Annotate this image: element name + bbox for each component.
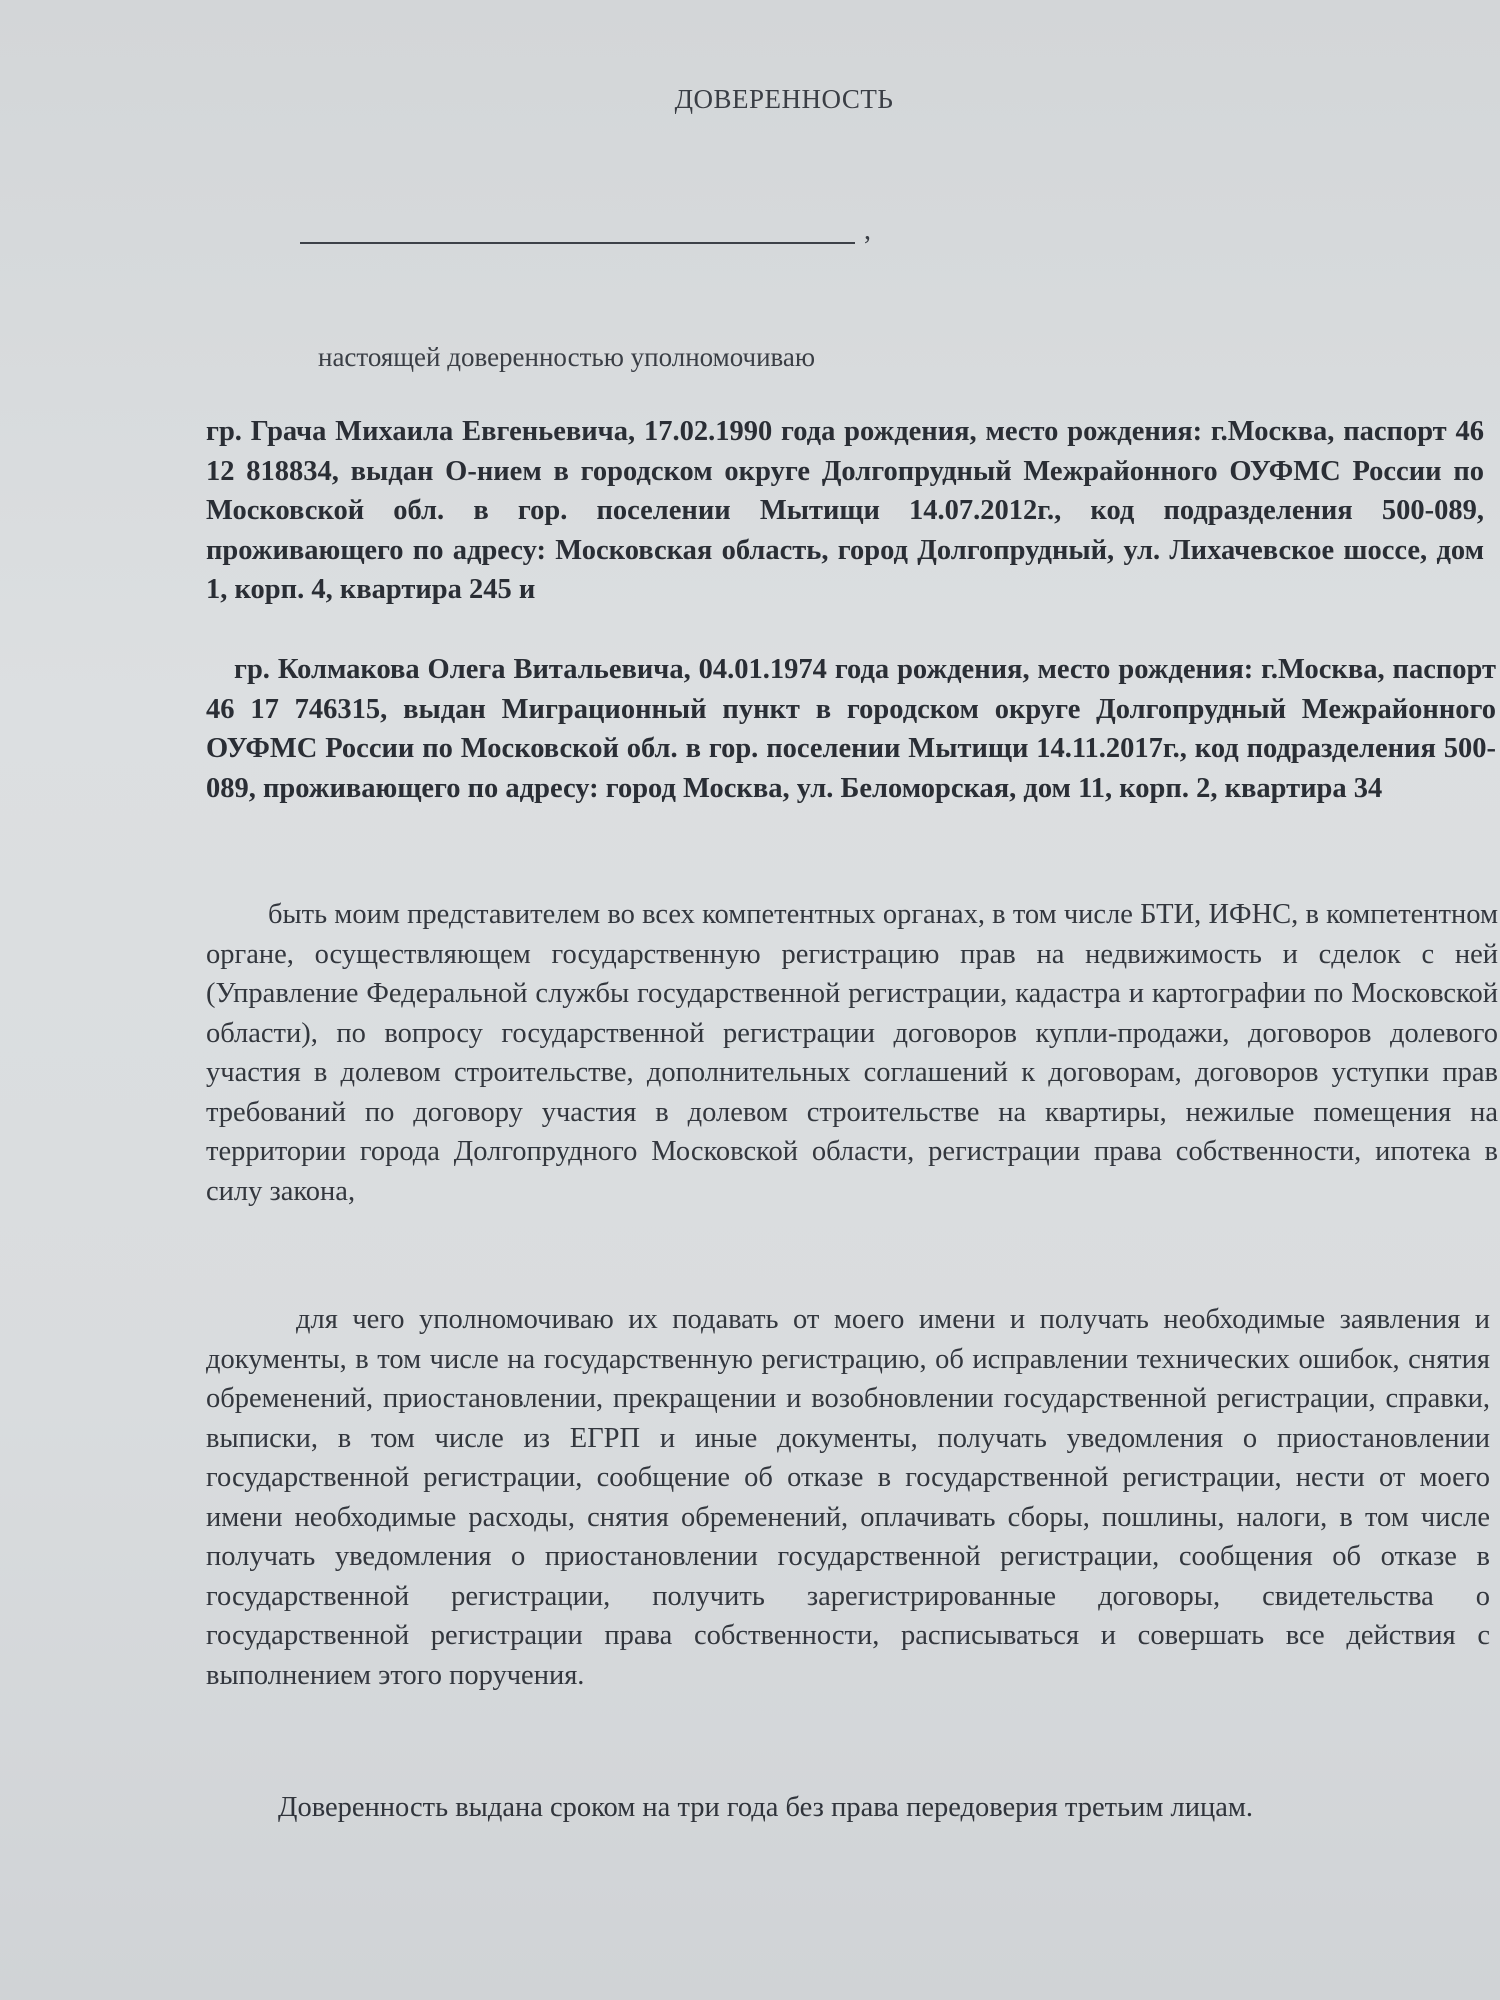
representative-paragraph-1: гр. Грача Михаила Евгеньевича, 17.02.1990 года рождения, место рождения: г.Москва, паспорт 46 12 818834, выдан О-нием в городском округе Долгопрудный Межрайонного ОУФМС России по Московской обл. в гор. поселении Мытищи 14.07.2012г., код подразделения 500-089, проживающего по адресу: Московская область, город Долгопрудный, ул. Лихачевское шоссе, дом 1, корп. 4, квартира 245 и [206,416,1484,605]
intro-text: настоящей доверенностью уполномочиваю [318,342,816,372]
authority-paragraph: быть моим представителем во всех компетентных органах, в том числе БТИ, ИФНС, в компетентном органе, осуществляющем государственную регистрацию прав на недвижимость и сделок с ней (Управление Федеральной службы государственной регистрации, кадастра и картографии по Московской области), по вопросу государственной регистрации договоров купли-продажи, договоров долевого участия в долевом строительстве, дополнительных соглашений к договорам, договоров уступки прав требований по договору участия в долевом строительстве на квартиры, нежилые помещения на территории города Долгопрудного Московской области, регистрации права собственности, ипотека в силу закона, [206,899,1498,1207]
closing-statement: Доверенность выдана сроком на три года без права передоверия третьим лицам. [278,1792,1254,1823]
document-title: ДОВЕРЕННОСТЬ [674,84,894,114]
powers-paragraph: для чего уполномочиваю их подавать от моего имени и получать необходимые заявления и документы, в том числе на государственную регистрацию, об исправлении технических ошибок, снятия обременений, приостановлении, прекращении и возобновлении государственной регистрации, справки, выписки, в том числе из ЕГРП и иные документы, получать уведомления о приостановлении государственной регистрации, сообщение об отказе в государственной регистрации, нести от моего имени необходимые расходы, снятия обременений, оплачивать сборы, пошлины, налоги, в том числе получать уведомления о приостановлении государственной регистрации, сообщения об отказе в государственной регистрации, получить зарегистрированные договоры, свидетельства о государственной регистрации права собственности, расписываться и совершать все действия с выполнением этого поручения. [206,1304,1490,1691]
blank-comma: , [864,215,871,246]
representative-paragraph-2: гр. Колмакова Олега Витальевича, 04.01.1974 года рождения, место рождения: г.Москва, паспорт 46 17 746315, выдан Миграционный пункт в городском округе Долгопрудный Межрайонного ОУФМС России по Московской обл. в гор. поселении Мытищи 14.11.2017г., код подразделения 500-089, проживающего по адресу: город Москва, ул. Беломорская, дом 11, корп. 2, квартира 34 [206,654,1496,804]
principal-name-blank [300,212,855,244]
